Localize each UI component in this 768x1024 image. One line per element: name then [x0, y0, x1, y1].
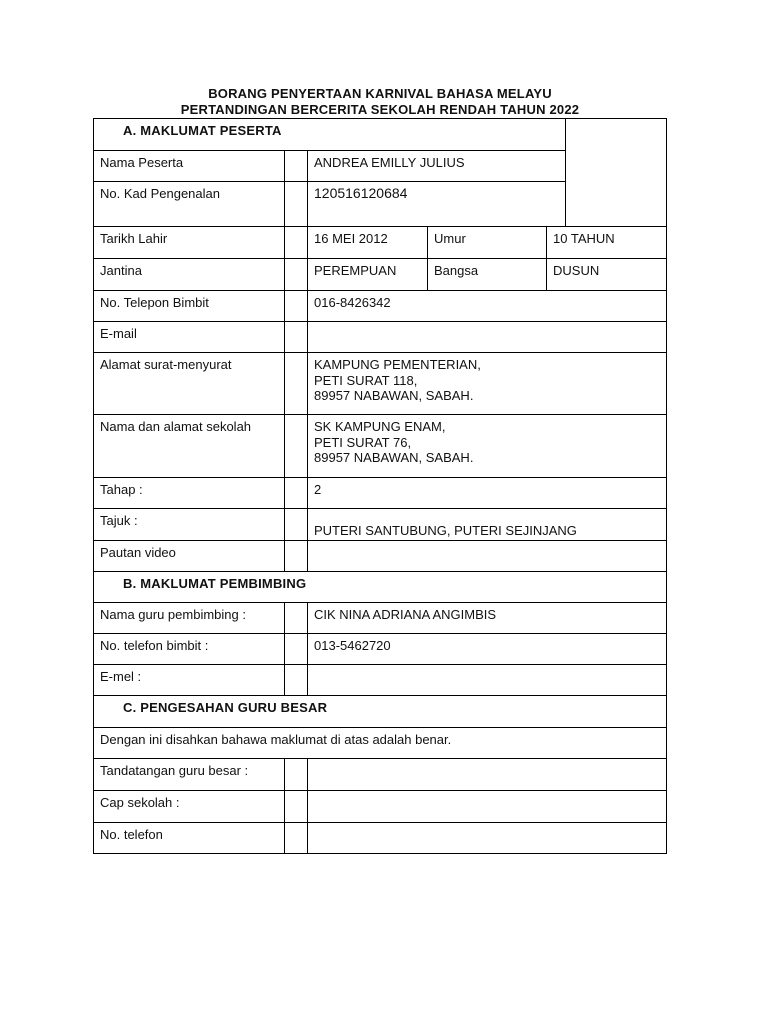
value-tarikh-lahir: 16 MEI 2012 [307, 226, 427, 258]
spacer-cell [284, 508, 307, 540]
label-tarikh-lahir: Tarikh Lahir [93, 226, 284, 258]
spacer-cell [284, 758, 307, 790]
value-umur: 10 TAHUN [546, 226, 667, 258]
statement-pengesahan: Dengan ini disahkan bahawa maklumat di atas adalah benar. [93, 727, 667, 758]
registration-form-table [93, 118, 667, 854]
value-bangsa: DUSUN [546, 258, 667, 290]
spacer-cell [284, 226, 307, 258]
spacer-cell [284, 150, 307, 181]
spacer-cell [284, 290, 307, 321]
spacer-cell [284, 321, 307, 352]
form-title-line-2: PERTANDINGAN BERCERITA SEKOLAH RENDAH TAHUN 2022 [180, 102, 580, 117]
label-tahap: Tahap : [93, 477, 284, 508]
spacer-cell [284, 790, 307, 822]
value-tandatangan [307, 758, 667, 790]
table-border-right [666, 118, 667, 854]
value-nama-guru: CIK NINA ADRIANA ANGIMBIS [307, 602, 667, 633]
section-b-heading: B. MAKLUMAT PEMBIMBING [93, 571, 667, 602]
section-a-heading: A. MAKLUMAT PESERTA [93, 118, 565, 150]
value-sekolah: SK KAMPUNG ENAM, PETI SURAT 76, 89957 NABAWAN, SABAH. [307, 414, 667, 477]
spacer-cell [284, 633, 307, 664]
label-emel-guru: E-mel : [93, 664, 284, 695]
value-nama-peserta: ANDREA EMILLY JULIUS [307, 150, 565, 181]
spacer-cell [284, 414, 307, 477]
label-sekolah: Nama dan alamat sekolah [93, 414, 284, 477]
value-tajuk: PUTERI SANTUBUNG, PUTERI SEJINJANG [307, 508, 667, 540]
spacer-cell [284, 477, 307, 508]
label-pautan-video: Pautan video [93, 540, 284, 571]
value-jantina: PEREMPUAN [307, 258, 427, 290]
label-bangsa: Bangsa [427, 258, 546, 290]
value-emel-guru [307, 664, 667, 695]
spacer-cell [284, 822, 307, 854]
label-tandatangan: Tandatangan guru besar : [93, 758, 284, 790]
value-telefon-peserta: 016-8426342 [307, 290, 667, 321]
spacer-cell [284, 602, 307, 633]
value-tahap: 2 [307, 477, 667, 508]
table-border-bottom [93, 853, 667, 854]
value-alamat: KAMPUNG PEMENTERIAN, PETI SURAT 118, 89957 NABAWAN, SABAH. [307, 352, 667, 414]
spacer-cell [284, 181, 307, 226]
label-tajuk: Tajuk : [93, 508, 284, 540]
label-alamat: Alamat surat-menyurat [93, 352, 284, 414]
label-kad-pengenalan: No. Kad Pengenalan [93, 181, 284, 226]
value-telefon-guru: 013-5462720 [307, 633, 667, 664]
value-pautan-video [307, 540, 667, 571]
label-nama-guru: Nama guru pembimbing : [93, 602, 284, 633]
label-telefon-guru: No. telefon bimbit : [93, 633, 284, 664]
form-title-line-1: BORANG PENYERTAAN KARNIVAL BAHASA MELAYU [208, 86, 552, 101]
spacer-cell [284, 664, 307, 695]
label-nama-peserta: Nama Peserta [93, 150, 284, 181]
label-jantina: Jantina [93, 258, 284, 290]
value-cap-sekolah [307, 790, 667, 822]
value-kad-pengenalan: 120516120684 [307, 181, 565, 226]
spacer-cell [284, 258, 307, 290]
value-email [307, 321, 667, 352]
spacer-cell [284, 352, 307, 414]
section-c-heading: C. PENGESAHAN GURU BESAR [93, 695, 667, 727]
label-email: E-mail [93, 321, 284, 352]
label-telefon-sekolah: No. telefon [93, 822, 284, 854]
value-telefon-sekolah [307, 822, 667, 854]
label-umur: Umur [427, 226, 546, 258]
photo-box [565, 118, 667, 226]
label-cap-sekolah: Cap sekolah : [93, 790, 284, 822]
spacer-cell [284, 540, 307, 571]
label-telefon-peserta: No. Telepon Bimbit [93, 290, 284, 321]
